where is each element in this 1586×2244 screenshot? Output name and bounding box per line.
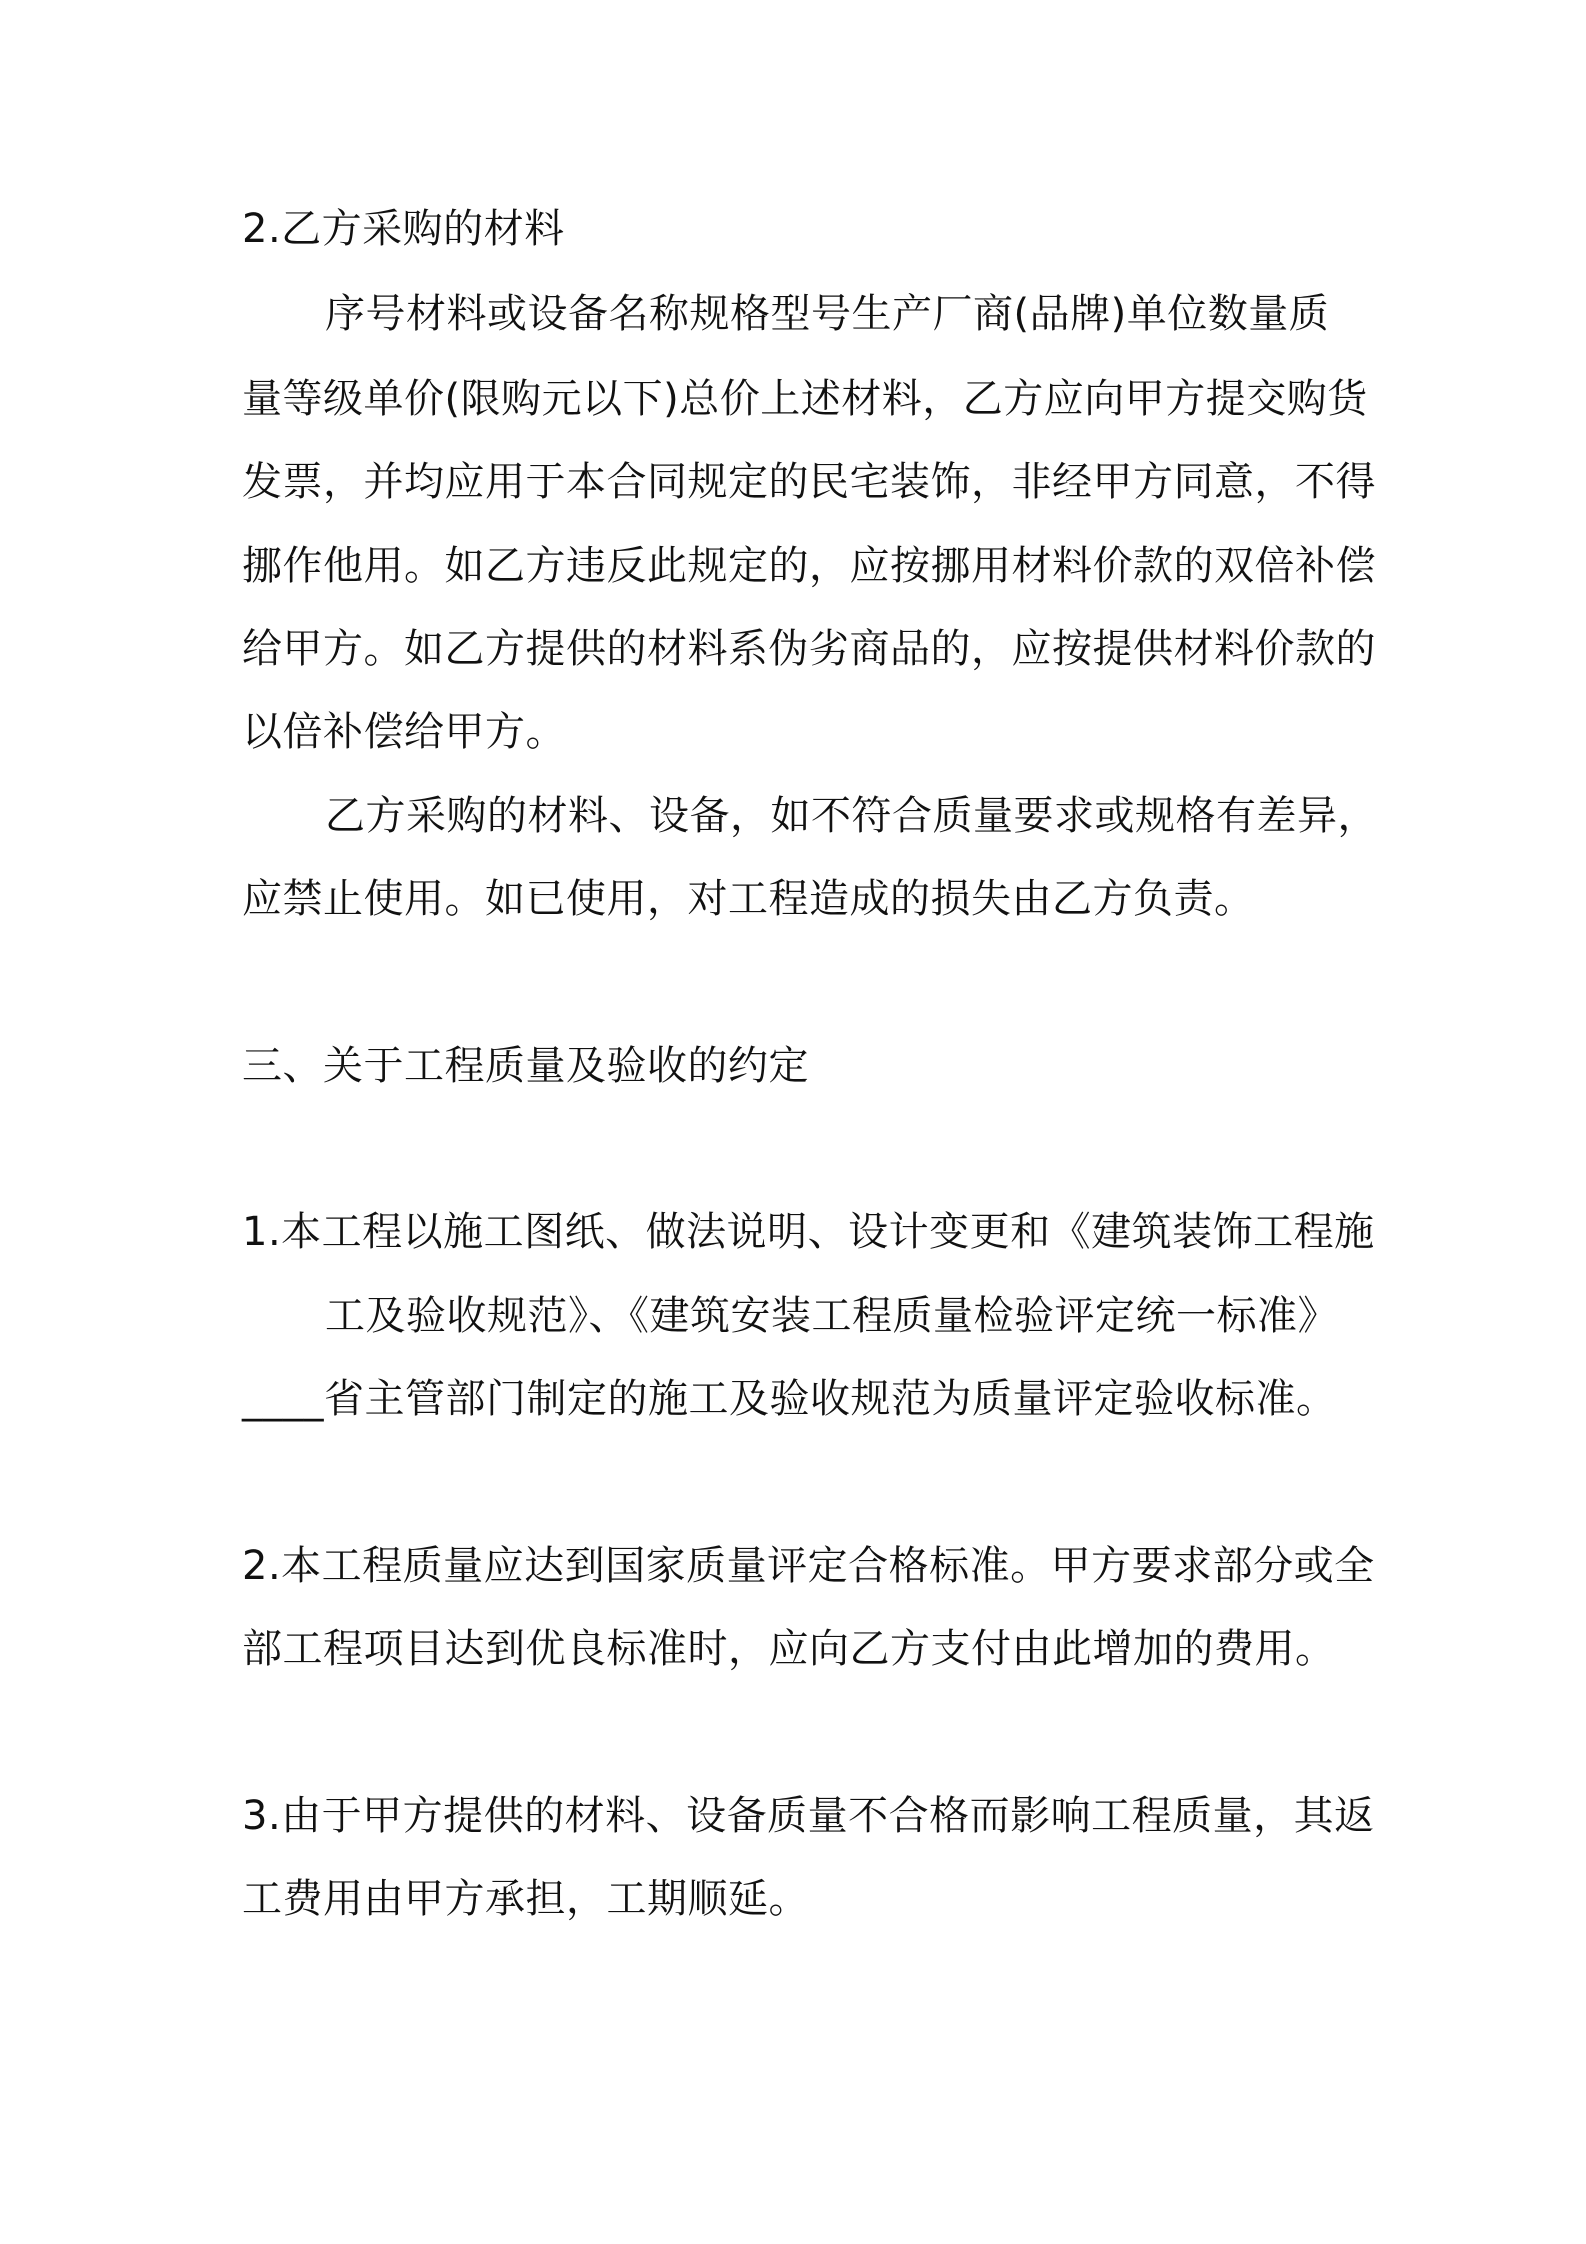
- list-item-line: ____省主管部门制定的施工及验收规范为质量评定验收标准。: [242, 1376, 1337, 1422]
- section-2-heading: 2.乙方采购的材料: [242, 206, 565, 252]
- list-item-line: 2.本工程质量应达到国家质量评定合格标准。甲方要求部分或全: [242, 1543, 1375, 1589]
- paragraph-line: 乙方采购的材料、设备，如不符合质量要求或规格有差异，: [325, 793, 1378, 839]
- list-item-line: 3.由于甲方提供的材料、设备质量不合格而影响工程质量，其返: [242, 1793, 1375, 1839]
- list-item-line: 工费用由甲方承担，工期顺延。: [242, 1876, 809, 1922]
- list-item-line: 部工程项目达到优良标准时，应向乙方支付由此增加的费用。: [242, 1626, 1336, 1672]
- paragraph-line: 应禁止使用。如已使用，对工程造成的损失由乙方负责。: [242, 876, 1255, 922]
- paragraph-line: 挪作他用。如乙方违反此规定的，应按挪用材料价款的双倍补偿: [242, 543, 1376, 589]
- paragraph-line: 发票，并均应用于本合同规定的民宅装饰，非经甲方同意，不得: [242, 459, 1376, 505]
- paragraph-line: 给甲方。如乙方提供的材料系伪劣商品的，应按提供材料价款的: [242, 626, 1376, 672]
- list-item-line: 工及验收规范》、《建筑安装工程质量检验评定统一标准》: [325, 1293, 1338, 1339]
- section-3-heading: 三、关于工程质量及验收的约定: [242, 1043, 809, 1089]
- list-item-line: 1.本工程以施工图纸、做法说明、设计变更和《建筑装饰工程施: [242, 1209, 1375, 1255]
- paragraph-line: 量等级单价(限购元以下)总价上述材料，乙方应向甲方提交购货: [242, 376, 1368, 422]
- paragraph-line: 以倍补偿给甲方。: [242, 709, 566, 755]
- paragraph-line: 序号材料或设备名称规格型号生产厂商(品牌)单位数量质: [325, 291, 1330, 337]
